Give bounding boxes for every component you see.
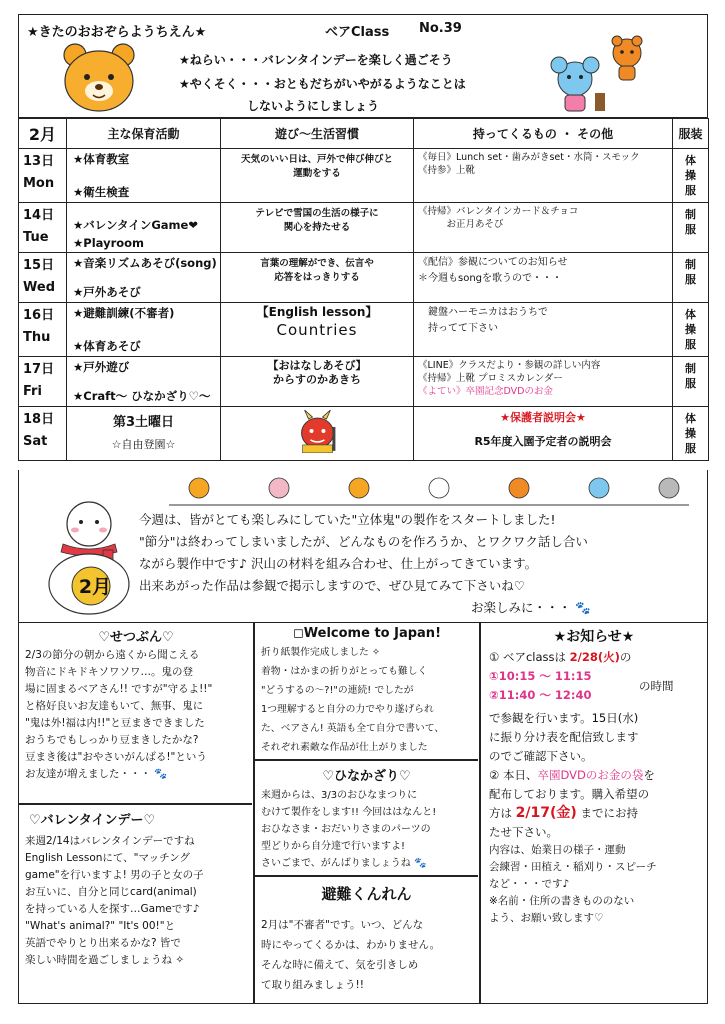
play-cell: [221, 407, 414, 461]
bring-cell: [414, 407, 673, 461]
table-row: [19, 203, 709, 253]
weekly-schedule-table: [18, 118, 709, 461]
dvd-envelope-note: 卒園DVDのお金の袋: [537, 768, 644, 782]
table-row: [19, 149, 709, 203]
animal-lineup-icon: [169, 472, 689, 506]
notice-body: ① ベアclassは 2/28(火)の ①10:15 ～ 11:15 ②11:40 ～ 12:40 の時間 で参観を行います。15日(水) に振り分け表を配信致します のでご確認下さい。 ② 本日、卒園DVDのお金の袋を 配布しております。購入希望の 方は 2/17(金) までにお持 たせ下さい。 内容は、始業日の様子・運動 会練習・田植え・稲刈り・スピーチ など・・・です♪ ※名前・住所の書きもののない よう、お願い致します♡: [481, 646, 707, 929]
section-divider: [255, 759, 478, 761]
notice-column: [480, 622, 708, 1004]
uniform-cell: 体 操 服: [673, 303, 709, 357]
play-cell: [221, 303, 414, 357]
bring-cell: 《配信》参観についてのお知らせ ＊今週もsongを歌うので・・・: [414, 253, 673, 303]
class-name: ベアClass: [325, 25, 390, 40]
visit-time-2: ②11:40 ～ 12:40: [489, 688, 592, 702]
bring-header: 持ってくるもの ・ その他: [414, 119, 673, 149]
bring-cell: 《持帰》バレンタインカード＆チョコ お正月あそび: [414, 203, 673, 253]
bear-face-icon: [57, 39, 141, 113]
day-cell: 13日 Mon: [19, 149, 67, 203]
drill-body: 2月は"不審者"です。いつ、どんな 時にやってくるかは、わかりません。 そんな時に備えて、気を引きしめ て取り組みましょう!!: [261, 919, 441, 991]
story-name: からすのかあきち: [273, 373, 361, 386]
valentine-body: 来週2/14はバレンタインデーですね English Lessonにて、"マッチング game"を行いますよ! 男の子と女の子 お互いに、自分と同じcard(animal) を持っている人を探す…Gameです♪ "What's animal?" "It's 00!"と 英語でやりとり出来るかな? 皆で 楽しい時間を過ごしましょうね ✧: [25, 835, 204, 966]
message-line: ながら製作中です♪ 沢山の材料を組み合わせ、仕上がってきています。: [139, 556, 538, 571]
uniform-header: 服装: [673, 119, 709, 149]
play-cell: 天気のいい日は、戸外で伸び伸びと 運動をする: [221, 149, 414, 203]
activity-cell: ★戸外遊び ★Craft～ ひなかざり♡～: [67, 357, 221, 407]
message-line: お楽しみに・・・ 🐾: [471, 600, 591, 615]
message-line: "節分"は終わってしまいましたが、どんなものを作ろうか、とワクワク話し合い: [139, 534, 588, 549]
play-cell: 言葉の理解ができ、伝言や 応答をはっきりする: [221, 253, 414, 303]
bring-cell: 《LINE》クラスだより・参観の詳しい内容 《持帰》上靴 プロミスカレンダー 《よてい》卒園記念DVDのお金: [414, 357, 673, 407]
drill-title: 避難くんれん: [321, 885, 412, 903]
notice-title: ★お知らせ★: [553, 629, 635, 645]
hina-title: ♡ひなかざり♡: [322, 769, 411, 784]
uniform-cell: 制 服: [673, 357, 709, 407]
month-header: 2月: [19, 119, 67, 149]
header: [18, 14, 708, 118]
day-cell: 15日 Wed: [19, 253, 67, 303]
activity-cell: ★音楽リズムあそび(song) ★戸外あそび: [67, 253, 221, 303]
story-title: 【おはなしあそび】: [267, 359, 367, 372]
welcome-title: ◻Welcome to Japan!: [292, 626, 441, 641]
valentine-title: ♡バレンタインデー♡: [29, 813, 156, 828]
activity-cell: ★バレンタインGame❤ ★Playroom: [67, 203, 221, 253]
uniform-cell: 体 操 服: [673, 407, 709, 461]
oni-demon-icon: [223, 407, 412, 453]
table-row: [19, 357, 709, 407]
uniform-cell: 制 服: [673, 203, 709, 253]
bring-cell: 鍵盤ハーモニカはおうちで 持ってて下さい: [414, 303, 673, 357]
message-line: 今週は、皆がとても楽しみにしていた"立体鬼"の製作をスタートしました!: [139, 512, 556, 527]
school-name: ★きたのおおぞらようちえん★: [27, 25, 207, 40]
uniform-cell: 制 服: [673, 253, 709, 303]
activity-cell: ★体育教室 ★衛生検査: [67, 149, 221, 203]
activity-cell: 第3土曜日 ☆自由登園☆: [67, 407, 221, 461]
payment-deadline: 2/17(金): [515, 805, 577, 821]
setsubun-title: ♡せつぶん♡: [98, 630, 174, 645]
animal-friends-icon: [547, 33, 659, 115]
table-row: [19, 407, 709, 461]
aim-line: ★ねらい・・・バレンタインデーを楽しく過ごそう: [179, 53, 453, 67]
month-badge: 2月: [78, 576, 112, 598]
visit-time-1: ①10:15 ～ 11:15: [489, 669, 592, 683]
table-row: [19, 303, 709, 357]
promise-line-2: しないようにしましょう: [247, 99, 380, 113]
newsletter-page: [18, 14, 708, 1004]
english-lesson-word: Countries: [276, 321, 358, 339]
day-cell: 18日 Sat: [19, 407, 67, 461]
middle-column: [254, 622, 480, 1004]
activity-cell: ★避難訓練(不審者) ★体育あそび: [67, 303, 221, 357]
activity-header: 主な保育活動: [67, 119, 221, 149]
play-cell: [221, 357, 414, 407]
english-lesson-title: 【English lesson】: [256, 305, 378, 319]
bring-cell: 《毎日》Lunch set・歯みがきset・水筒・スモック 《持参》上靴: [414, 149, 673, 203]
play-header: 遊び～生活習慣: [221, 119, 414, 149]
play-cell: テレビで雪国の生活の様子に 関心を持たせる: [221, 203, 414, 253]
message-line: 出来あがった作品は参観で掲示しますので、ぜひ見てみて下さいね♡: [139, 578, 525, 593]
promise-line-1: ★やくそく・・・おともだちがいやがるようなことは: [179, 77, 466, 91]
teacher-message-panel: [18, 470, 708, 622]
section-divider: [255, 875, 478, 877]
parent-meeting-detail: R5年度入園予定者の説明会: [474, 435, 612, 448]
table-row: [19, 253, 709, 303]
left-column: [18, 622, 254, 1004]
welcome-body: 折り紙製作完成しました ✧ 着物・はかまの折りがとっても難しく "どうするの～?!"の連続! でしたが 1つ理解すると自分の力でやり遂げられ た、ベアさん! 英語も全て自分で書いて、 それぞれ素敵な作品が仕上がりました: [261, 647, 445, 753]
hina-body: 来週からは、3/3のおひなまつりに むけて製作をします!! 今回ははなんと! おひなさま・おだいりさまのパーツの 型どりから自分達で行いますよ! さいごまで、がんばりましょうね 🐾: [261, 790, 437, 869]
day-cell: 16日 Thu: [19, 303, 67, 357]
dvd-payment-note: 《よてい》卒園記念DVDのお金: [418, 386, 553, 397]
day-cell: 14日 Tue: [19, 203, 67, 253]
visit-date: 2/28(火): [569, 650, 620, 664]
setsubun-body: 2/3の節分の朝から遠くから聞こえる 物音にドキドキソワソワ…。鬼の登 場に固まるベアさん!! ですが"守るよ!!" と格好良いお友達もいて、無事、鬼に "鬼は外!福は内!!"と豆まきできました おうちでもしっかり豆まきしたかな? 豆まき後は"おやさいがんばる!"という お友達が増えました・・・ 🐾: [25, 649, 213, 780]
uniform-cell: 体 操 服: [673, 149, 709, 203]
parent-meeting-title: ★保護者説明会★: [500, 411, 586, 424]
issue-number: No.39: [419, 21, 462, 36]
section-divider: [19, 803, 252, 805]
day-cell: 17日 Fri: [19, 357, 67, 407]
